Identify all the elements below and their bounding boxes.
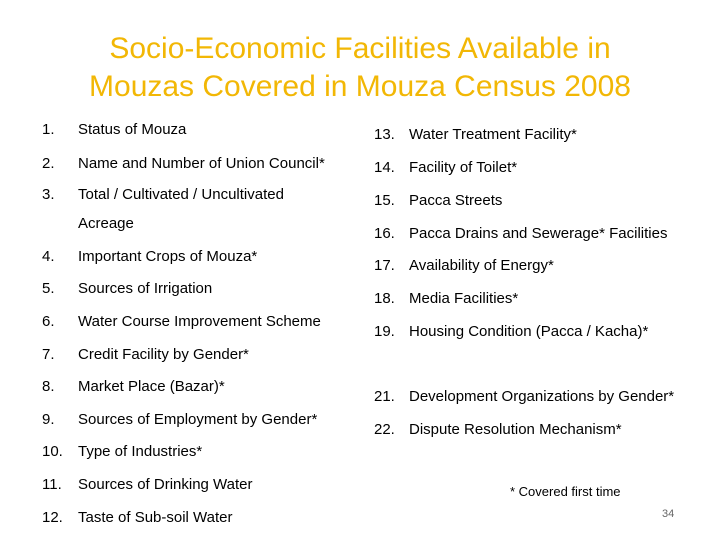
item-text: Media Facilities* <box>409 290 519 307</box>
item-number: 5. <box>42 280 55 297</box>
item-text: Sources of Drinking Water <box>78 476 253 493</box>
item-number: 8. <box>42 378 55 395</box>
item-number: 9. <box>42 411 55 428</box>
item-number: 12. <box>42 509 63 526</box>
item-number: 3. <box>42 186 55 203</box>
item-text: Type of Industries* <box>78 443 203 460</box>
item-text: Important Crops of Mouza* <box>78 248 258 265</box>
item-text: Market Place (Bazar)* <box>78 378 225 395</box>
item-number: 11. <box>42 476 62 493</box>
item-number: 1. <box>42 121 55 138</box>
item-number: 10. <box>42 443 63 460</box>
item-number: 21. <box>374 388 395 405</box>
item-text: Status of Mouza <box>78 121 187 138</box>
item-number: 16. <box>374 225 395 242</box>
item-number: 2. <box>42 155 55 172</box>
item-text: Pacca Drains and Sewerage* Facilities <box>409 225 668 242</box>
item-number: 15. <box>374 192 395 209</box>
item-text: Development Organizations by Gender* <box>409 388 675 405</box>
item-number: 19. <box>374 323 395 340</box>
item-number: 6. <box>42 313 55 330</box>
item-text: Water Treatment Facility* <box>409 126 577 143</box>
item-text: Facility of Toilet* <box>409 159 518 176</box>
item-text: Sources of Irrigation <box>78 280 213 297</box>
item-text: Credit Facility by Gender* <box>78 346 249 363</box>
item-text: Acreage <box>78 215 134 232</box>
item-text: Water Course Improvement Scheme <box>78 313 321 330</box>
item-number: 14. <box>374 159 395 176</box>
item-number: 7. <box>42 346 55 363</box>
item-number: 4. <box>42 248 55 265</box>
item-text: Dispute Resolution Mechanism* <box>409 421 622 438</box>
item-text: Availability of Energy* <box>409 257 554 274</box>
item-text: Sources of Employment by Gender* <box>78 411 318 428</box>
item-text: Total / Cultivated / Uncultivated <box>78 186 284 203</box>
item-text: Housing Condition (Pacca / Kacha)* <box>409 323 649 340</box>
title-line-2: Mouzas Covered in Mouza Census 2008 <box>89 70 631 103</box>
item-number: 22. <box>374 421 395 438</box>
page-number: 34 <box>662 508 675 520</box>
footnote: * Covered first time <box>510 484 621 499</box>
item-number: 17. <box>374 257 395 274</box>
item-number: 13. <box>374 126 395 143</box>
title-line-1: Socio-Economic Facilities Available in <box>109 32 611 65</box>
slide-title <box>0 30 720 106</box>
item-text: Name and Number of Union Council* <box>78 155 325 172</box>
item-number: 18. <box>374 290 395 307</box>
item-text: Pacca Streets <box>409 192 503 209</box>
item-text: Taste of Sub-soil Water <box>78 509 233 526</box>
